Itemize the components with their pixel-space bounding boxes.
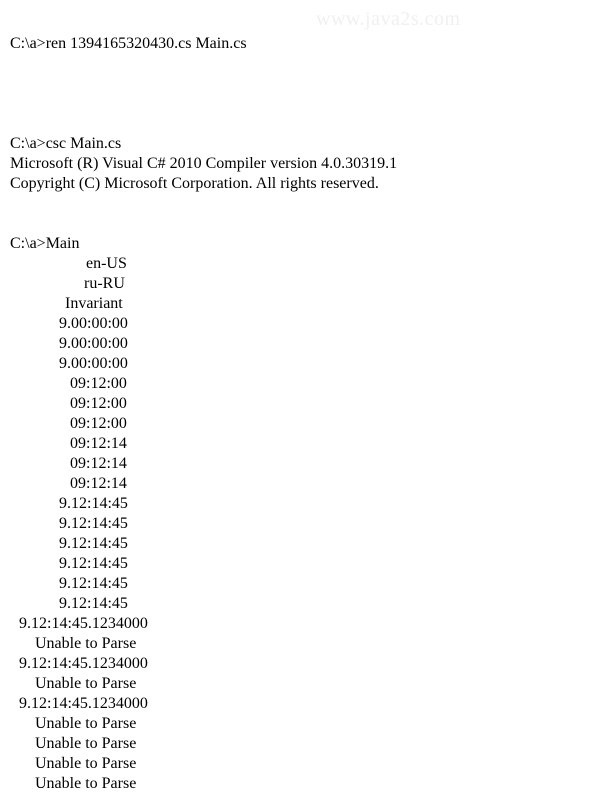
output-line: 9.12:14:45.1234000 — [19, 695, 148, 712]
output-line: 9.12:14:45 — [59, 515, 128, 532]
compiler-version-line: Microsoft (R) Visual C# 2010 Compiler version 4.0.30319.1 — [10, 155, 398, 172]
console-output — [10, 34, 604, 794]
output-line: 9.00:00:00 — [59, 335, 128, 352]
output-line: 9.12:14:45 — [59, 495, 128, 512]
blank-line — [10, 214, 604, 234]
watermark: www.java2s.com — [316, 8, 461, 30]
blank-line — [10, 194, 604, 214]
output-line: 9.12:14:45.1234000 — [19, 615, 148, 632]
output-line: 9.00:00:00 — [59, 355, 128, 372]
output-line: 09:12:14 — [70, 435, 127, 452]
blank-line — [10, 94, 604, 114]
output-line: 9.12:14:45 — [59, 535, 128, 552]
output-line: Unable to Parse — [35, 715, 137, 732]
output-line: ru-RU — [84, 275, 125, 292]
copyright-line: Copyright (C) Microsoft Corporation. All rights reserved. — [10, 175, 379, 192]
blank-line — [10, 74, 604, 94]
output-line: 09:12:14 — [70, 455, 127, 472]
blank-line — [10, 54, 604, 74]
output-line: Unable to Parse — [35, 755, 137, 772]
output-line: 9.12:14:45 — [59, 595, 128, 612]
output-line: 09:12:00 — [70, 415, 127, 432]
command-compile: C:\a>csc Main.cs — [10, 135, 122, 152]
output-line: 09:12:14 — [70, 475, 127, 492]
output-line: 9.12:14:45 — [59, 575, 128, 592]
output-line: Unable to Parse — [35, 735, 137, 752]
blank-line — [10, 114, 604, 134]
output-line: en-US — [86, 255, 127, 272]
output-line: 9.12:14:45 — [59, 555, 128, 572]
output-line: 9.00:00:00 — [59, 315, 128, 332]
output-line: Unable to Parse — [35, 635, 137, 652]
output-line: 9.12:14:45.1234000 — [19, 655, 148, 672]
command-run: C:\a>Main — [10, 235, 80, 252]
command-rename: C:\a>ren 1394165320430.cs Main.cs — [10, 35, 247, 52]
output-line: Unable to Parse — [35, 675, 137, 692]
output-line: 09:12:00 — [70, 375, 127, 392]
output-line: Invariant — [65, 295, 123, 312]
output-line: Unable to Parse — [35, 775, 137, 792]
output-line: 09:12:00 — [70, 395, 127, 412]
